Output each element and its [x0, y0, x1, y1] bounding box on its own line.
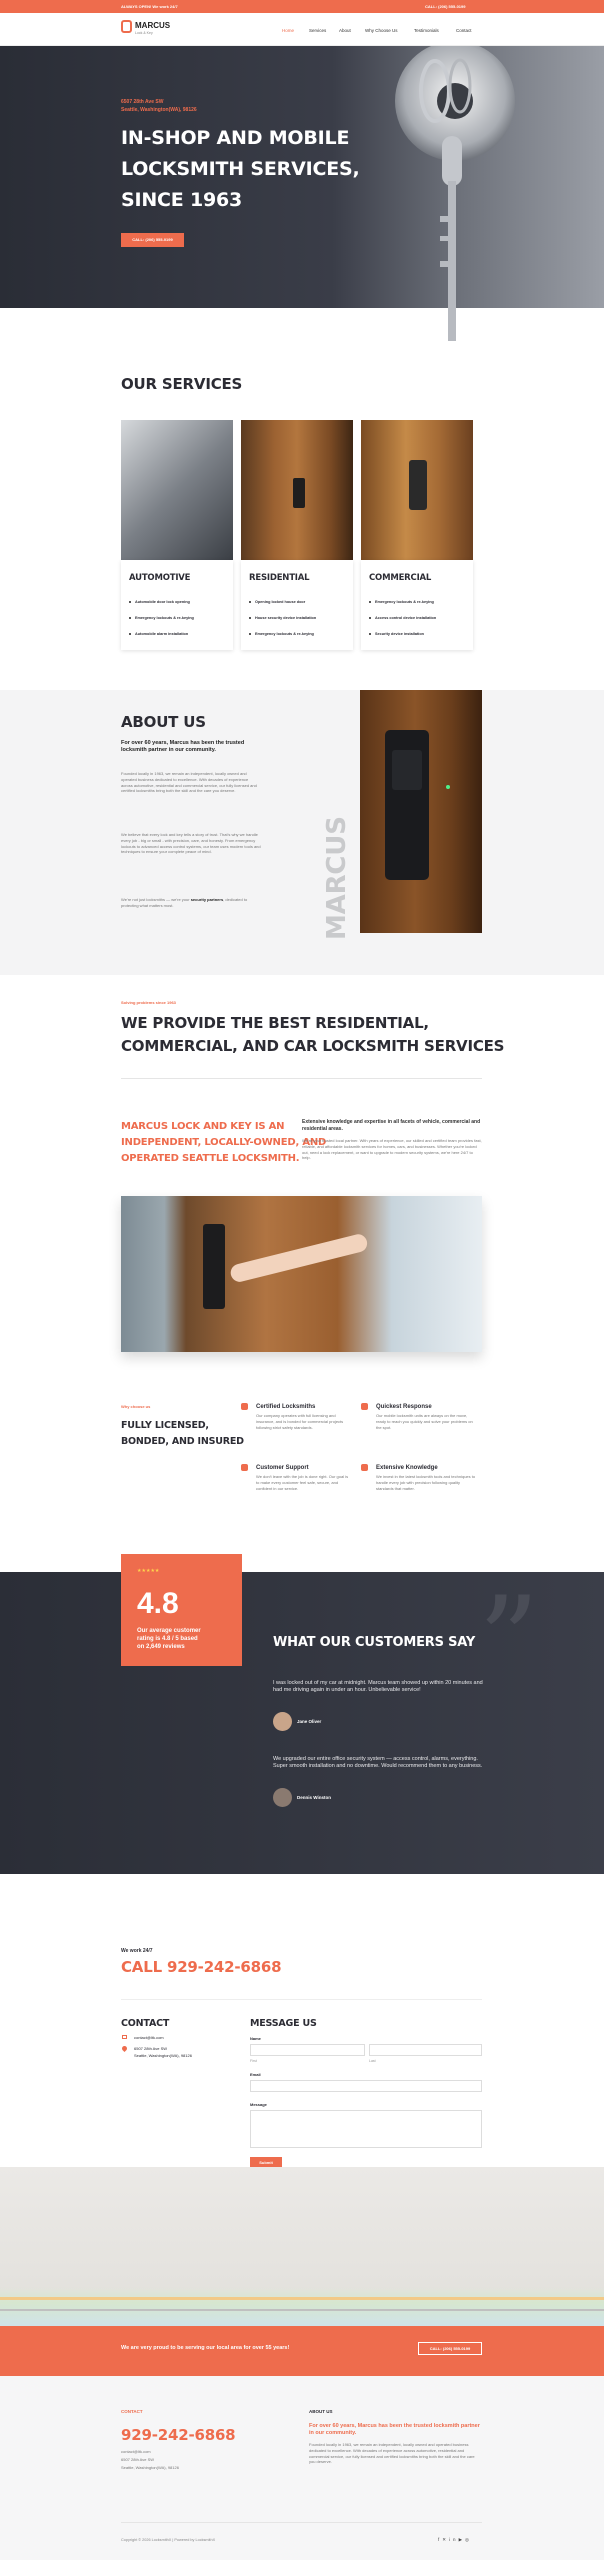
call-eyebrow: We work 24/7: [121, 1948, 153, 1954]
clock-icon: [361, 1403, 368, 1410]
divider: [121, 2522, 482, 2523]
services-heading: OUR SERVICES: [121, 375, 243, 393]
footer-contact-label: CONTACT: [121, 2409, 143, 2414]
service-bullet: Access control device installation: [369, 616, 436, 621]
certificate-icon: [241, 1403, 248, 1410]
service-bullet: Emergency lockouts & re-keying: [129, 616, 194, 621]
footer-phone[interactable]: 929-242-6868: [121, 2426, 236, 2444]
nav-link-about[interactable]: About: [339, 28, 351, 33]
hero-call-button[interactable]: CALL: (206) 555-0199: [121, 233, 184, 247]
commercial-service-image: [361, 420, 473, 560]
footer-address-line1: 6507 28th Ave SW: [121, 2457, 155, 2462]
email-label: Email: [250, 2072, 261, 2077]
call-phone[interactable]: CALL 929-242-6868: [121, 1958, 282, 1976]
email-field[interactable]: [250, 2080, 482, 2092]
service-bullet: Automobile alarm installation: [129, 632, 194, 637]
divider: [121, 1078, 482, 1079]
testimonial-author-1: Jane Oliver: [297, 1719, 322, 1724]
about-paragraph-2: We believe that every lock and key tells a story of trust. That's why we handle every job - big or small - with precision, care, and honesty. From emergency lockouts to advanced access control systems, our team uses modern tools and techniques to ensure your complete peace of mind.: [121, 832, 261, 855]
rating-text-line2: rating is 4.8 / 5 based: [137, 1636, 198, 1642]
automotive-service-image: [121, 420, 233, 560]
lock-logo-icon: [121, 20, 132, 33]
contact-address-line2: Seattle, Washington(WA), 98126: [134, 2053, 192, 2058]
youtube-icon[interactable]: ▶: [458, 2537, 466, 2542]
quote-mark-icon: ”: [478, 1572, 540, 1711]
about-p3-bold: security partners: [190, 897, 224, 902]
first-name-input[interactable]: [250, 2044, 365, 2056]
service-card-automotive[interactable]: [121, 560, 233, 650]
footer-about-label: ABOUT US: [309, 2409, 333, 2414]
hero-title-line3: SINCE 1963: [121, 189, 243, 211]
service-bullet: Automobile door lock opening: [129, 600, 194, 605]
why-eyebrow: Why choose us: [121, 1404, 151, 1409]
residential-service-image: [241, 420, 353, 560]
contact-email[interactable]: contact@ltk.com: [134, 2035, 164, 2040]
hero-section: [0, 46, 604, 308]
feature-title: Extensive Knowledge: [376, 1465, 438, 1471]
provide-right-paragraph: We're your trusted local partner. With years of experience, our skilled and certified team provides fast, reliable, and affordable locksmith services for homes, cars, and businesses. Whether you're locked out, need a lock replacement, or want to upgrade to modern security systems, we're here 24/7 to help.: [302, 1138, 482, 1161]
about-paragraph-1: Founded locally in 1963, we remain an independent, locally owned and operated business dedicated to excellence. With decades of experience across automotive, residential and commercial service, our fully licensed and certified locksmiths bring both the skill and the care you deserve.: [121, 771, 257, 794]
about-section: [0, 690, 604, 975]
nav-link-testimonials[interactable]: Testimonials: [414, 28, 439, 33]
led-indicator-icon: [446, 785, 450, 789]
service-title: COMMERCIAL: [369, 573, 432, 583]
about-p3-text: We're not just locksmiths — we're your: [121, 897, 191, 902]
service-card-residential[interactable]: [241, 560, 353, 650]
instagram-icon[interactable]: ◎: [465, 2537, 472, 2542]
social-icons: [438, 2537, 472, 2543]
testimonial-author-2: Dennis Winston: [297, 1795, 331, 1800]
submit-button[interactable]: Submit: [250, 2157, 282, 2169]
hero-address-line2: Seattle, Washington(WA), 98126: [121, 107, 197, 113]
avatar: [273, 1712, 292, 1731]
mail-icon: [122, 2035, 127, 2039]
provide-orange-line3: OPERATED SEATTLE LOCKSMITH.: [121, 1153, 300, 1164]
name-label: Name: [250, 2036, 261, 2041]
rating-stars-icon: ★★★★★: [137, 1568, 160, 1574]
location-pin-icon: [121, 2045, 128, 2052]
location-map[interactable]: [0, 2167, 604, 2327]
footer-about-text: Founded locally in 1963, we remain an independent, locally owned and operated business dedicated to excellence. With decades of experience across automotive, residential and commercial service, our fully licensed and certified locksmiths bring both the skill and the care you deserve.: [309, 2442, 475, 2465]
provide-title-line1: WE PROVIDE THE BEST RESIDENTIAL,: [121, 1014, 429, 1032]
about-p3-end: , dedicated to protecting what matters most.: [121, 897, 248, 908]
testimonials-heading: WHAT OUR CUSTOMERS SAY: [273, 1635, 476, 1650]
support-icon: [241, 1464, 248, 1471]
banner-text: We are very proud to be serving our local area for over 55 years!: [121, 2345, 290, 2351]
service-card-commercial[interactable]: [361, 560, 473, 650]
feature-text: We invest in the latest locksmith tools and techniques to handle every job with precision following quality standards that matter.: [376, 1474, 476, 1491]
nav-link-services[interactable]: Services: [309, 28, 327, 33]
linkedin-icon[interactable]: in: [449, 2537, 459, 2542]
hero-title-line2: LOCKSMITH SERVICES,: [121, 158, 360, 180]
facebook-icon[interactable]: f: [438, 2537, 443, 2542]
feature-text: Our company operates with full licensing and insurance, and is bonded for commercial projects following strict safety standards.: [256, 1413, 344, 1430]
feature-title: Customer Support: [256, 1465, 309, 1471]
footer-address-line2: Seattle, Washington(WA), 98126: [121, 2465, 179, 2470]
about-heading: ABOUT US: [121, 713, 206, 731]
message-heading: MESSAGE US: [250, 2018, 317, 2029]
feature-title: Certified Locksmiths: [256, 1404, 316, 1410]
top-bar: [0, 0, 604, 13]
feature-text: Our mobile locksmith units are always on the move, ready to reach you quickly and solve your problems on the spot.: [376, 1413, 473, 1430]
contact-heading: CONTACT: [121, 2018, 170, 2029]
footer-email[interactable]: contact@ltk.com: [121, 2449, 151, 2454]
logo-tagline: Lock & Key: [135, 31, 153, 35]
last-label: Last: [369, 2059, 376, 2063]
provide-orange-line2: INDEPENDENT, LOCALLY-OWNED, AND: [121, 1137, 327, 1148]
hero-title-line1: IN-SHOP AND MOBILE: [121, 127, 350, 149]
first-label: First: [250, 2059, 257, 2063]
testimonial-quote-1: I was locked out of my car at midnight. Marcus team showed up within 20 minutes and had me driving again in under an hour. Unbelievable service!: [273, 1680, 483, 1694]
divider: [121, 1999, 482, 2000]
watermark-logo-text: MARCUS: [322, 816, 352, 940]
rating-card: [121, 1554, 242, 1666]
copyright: Copyright © 2026 LocksmithX | Powered by LocksmithX: [121, 2538, 216, 2542]
footer: [0, 2376, 604, 2560]
hero-address-line1: 6507 28th Ave SW: [121, 99, 164, 105]
service-title: AUTOMOTIVE: [129, 573, 191, 583]
topbar-phone[interactable]: CALL: (206) 555-0199: [425, 4, 466, 9]
provide-right-lead: Extensive knowledge and expertise in all facets of vehicle, commercial and residential areas.: [302, 1119, 481, 1132]
proud-banner: [0, 2326, 604, 2376]
message-textarea[interactable]: [250, 2110, 482, 2148]
feature-title: Quickest Response: [376, 1404, 432, 1410]
about-lead: For over 60 years, Marcus has been the trusted locksmith partner in our community.: [121, 740, 245, 754]
rating-text-line1: Our average customer: [137, 1628, 201, 1634]
why-title-line2: BONDED, AND INSURED: [121, 1436, 244, 1447]
book-icon: [361, 1464, 368, 1471]
message-label: Message: [250, 2102, 267, 2107]
nav-link-contact[interactable]: Contact: [456, 28, 472, 33]
provide-orange-line1: MARCUS LOCK AND KEY IS AN: [121, 1121, 285, 1132]
service-bullet: Emergency lockouts & re-keying: [249, 632, 316, 637]
banner-call-button[interactable]: CALL: (206) 555-0199: [418, 2342, 482, 2355]
footer-about-lead: For over 60 years, Marcus has been the trusted locksmith partner in our community.: [309, 2423, 480, 2437]
rating-value: 4.8: [137, 1587, 179, 1620]
feature-text: We don't leave with the job is done right. Our goal is to make every customer feel safe, secure, and confident in our service.: [256, 1474, 349, 1491]
service-bullet: Emergency lockouts & re-keying: [369, 600, 436, 605]
why-title-line1: FULLY LICENSED,: [121, 1420, 209, 1431]
twitter-icon[interactable]: ✕: [442, 2537, 450, 2542]
main-nav: [0, 13, 604, 46]
about-paragraph-3: [121, 897, 261, 909]
testimonial-quote-2: We upgraded our entire office security system — access control, alarms, everything. Super smooth installation and no downtime. Would recommend them to any business.: [273, 1756, 483, 1770]
service-bullet: Opening locked house door: [249, 600, 316, 605]
last-name-input[interactable]: [369, 2044, 482, 2056]
service-bullet: Security device installation: [369, 632, 436, 637]
contact-address-line1: 6507 28th Ave SW: [134, 2046, 168, 2051]
provide-title-line2: COMMERCIAL, AND CAR LOCKSMITH SERVICES: [121, 1037, 505, 1055]
avatar: [273, 1788, 292, 1807]
service-bullet: House security device installation: [249, 616, 316, 621]
nav-link-home[interactable]: Home: [282, 28, 295, 33]
door-lock-hand-image: [121, 1196, 482, 1352]
topbar-open-text: ALWAYS OPEN! We work 24/7: [121, 4, 178, 9]
provide-eyebrow: Solving problems since 1963: [121, 1000, 176, 1005]
smart-lock-image: [360, 690, 482, 933]
logo-name[interactable]: MARCUS: [135, 21, 171, 30]
key-in-lock-image: [380, 46, 520, 366]
nav-link-why-choose-us[interactable]: Why Choose Us: [365, 28, 398, 33]
service-title: RESIDENTIAL: [249, 573, 310, 583]
rating-text-line3: on 2,649 reviews: [137, 1644, 185, 1650]
